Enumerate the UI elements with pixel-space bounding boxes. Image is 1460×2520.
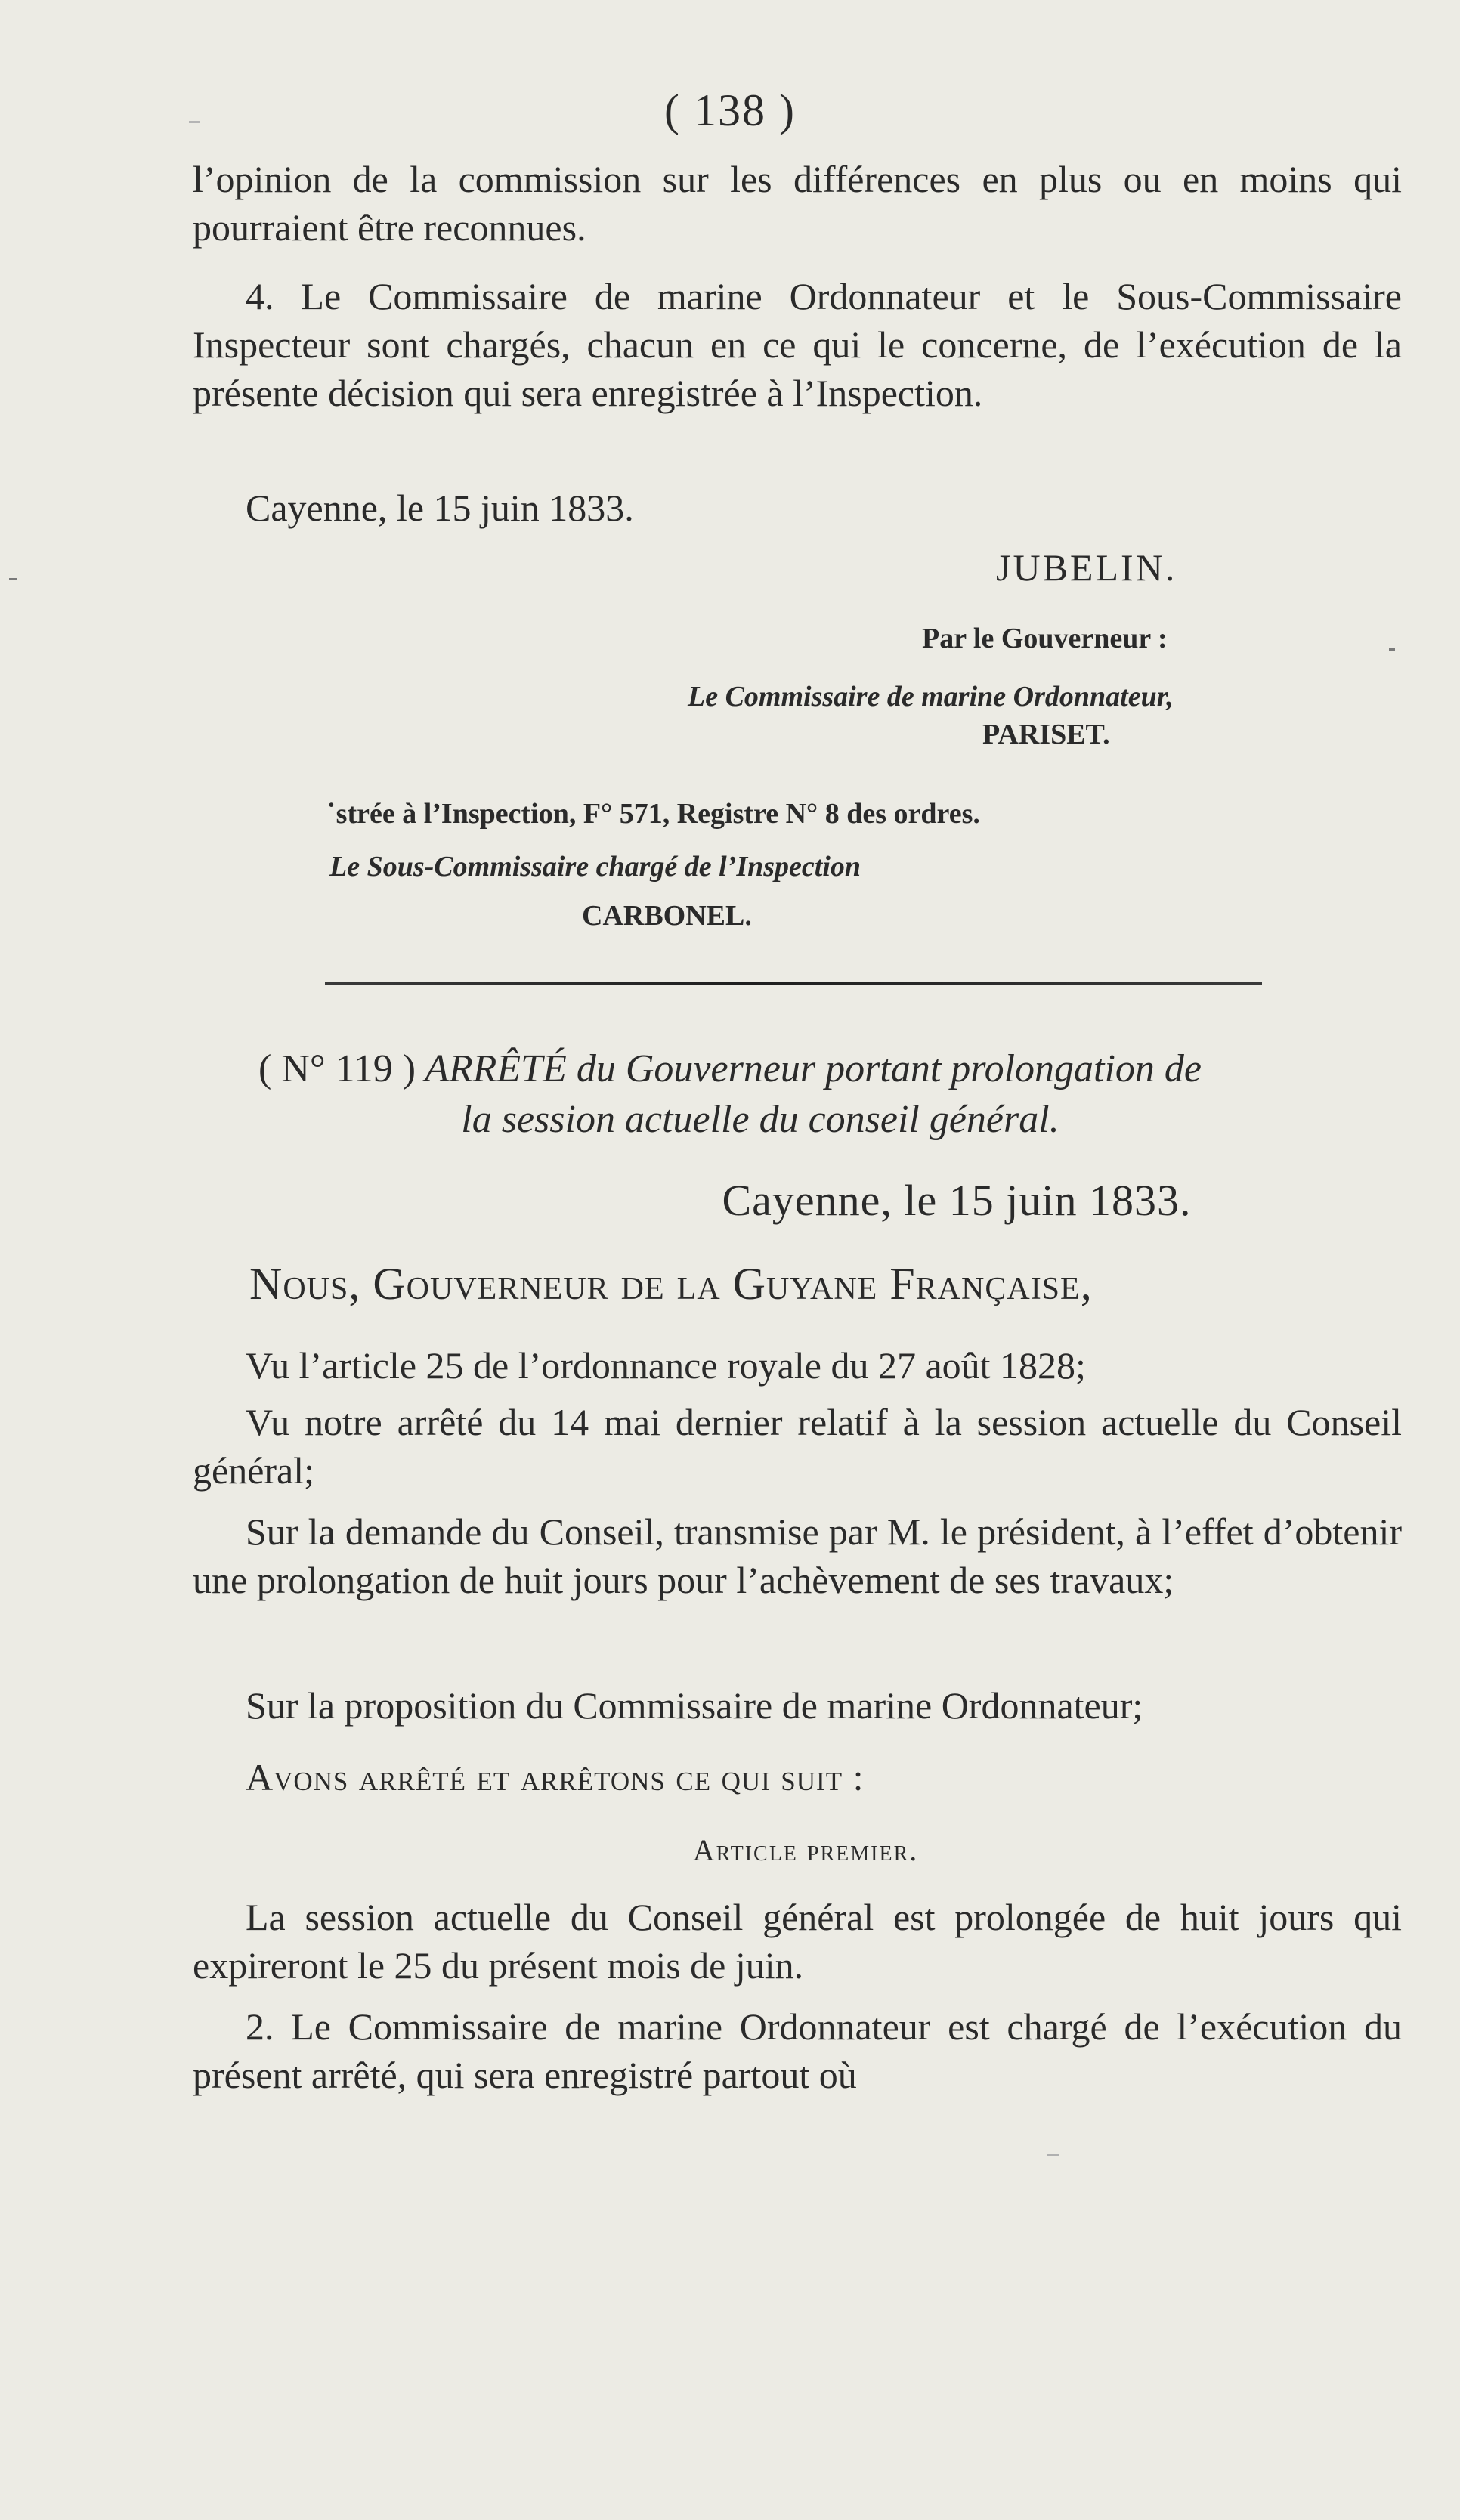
- article-premier-heading: Article premier.: [692, 1833, 919, 1867]
- paper-mark: [1389, 648, 1395, 651]
- vu-1-block: [193, 1341, 1402, 1390]
- separator-rule: [325, 982, 1262, 985]
- continued-paragraph: [193, 155, 1402, 252]
- par-le-gouverneur: Par le Gouverneur :: [922, 623, 1168, 654]
- avons-arrete: Avons arrêté et arrêtons ce qui suit :: [246, 1756, 865, 1798]
- decree-date: Cayenne, le 15 juin 1833.: [722, 1176, 1192, 1225]
- date-line-block: [193, 484, 1402, 532]
- sur-1-block: [193, 1507, 1402, 1604]
- paper-mark: [189, 121, 200, 123]
- decree-title-text: ARRÊTÉ du Gouverneur portant prolongation de: [425, 1047, 1202, 1090]
- date-line: Cayenne, le 15 juin 1833.: [246, 487, 634, 529]
- sur-2-block: [193, 1681, 1402, 1730]
- registration-line: ˙strée à l’Inspection, F° 571, Registre N° 8 des ordres.: [326, 798, 980, 830]
- paragraph-opinion: l’opinion de la commission sur les différences en plus ou en moins qui pourraient être reconnues.: [193, 158, 1402, 249]
- sous-commissaire-title: Le Sous-Commissaire chargé de l’Inspection: [329, 851, 861, 883]
- decree-title-line-1: [0, 1047, 1460, 1091]
- page-number: ( 138 ): [664, 85, 796, 135]
- vu-article-25: Vu l’article 25 de l’ordonnance royale du 27 août 1828;: [246, 1344, 1086, 1387]
- paragraph-article-4: 4. Le Commissaire de marine Ordonnateur et le Sous-Commissaire Inspecteur sont chargés, chacun en ce qui le concerne, de l’exécution de la présente décision qui sera enregistrée à l’Inspection.: [193, 275, 1402, 414]
- article-2-text: 2. Le Commissaire de marine Ordonnateur est chargé de l’exécution du présent arrêté, qui sera enregistré partout où: [193, 2005, 1402, 2096]
- article-1-text: La session actuelle du Conseil général est prolongée de huit jours qui expireront le 25 du présent mois de juin.: [193, 1896, 1402, 1987]
- commissaire-title: Le Commissaire de marine Ordonnateur,: [688, 681, 1174, 713]
- decree-heading-block: [249, 1258, 1458, 1310]
- article-4-block: [193, 272, 1402, 417]
- decree-number: ( N° 119 ): [258, 1047, 416, 1090]
- decree-heading: Nous, Gouverneur de la Guyane Française,: [249, 1259, 1093, 1309]
- sur-la-proposition: Sur la proposition du Commissaire de marine Ordonnateur;: [246, 1684, 1143, 1727]
- article-1-block: [193, 1893, 1402, 1990]
- article-2-block: [193, 2002, 1402, 2099]
- sous-commissaire-name: CARBONEL.: [582, 900, 752, 932]
- avons-block: [193, 1753, 1402, 1801]
- decree-title-line-2: la session actuelle du conseil général.: [461, 1098, 1059, 1141]
- sur-la-demande: Sur la demande du Conseil, transmise par M. le président, à l’effet d’obtenir une prolongation de huit jours pour l’achèvement de ses travaux;: [193, 1510, 1402, 1601]
- paper-mark: [1047, 2154, 1059, 2156]
- vu-2-block: [193, 1398, 1402, 1495]
- commissaire-name: PARISET.: [982, 719, 1110, 750]
- paper-mark: [9, 578, 17, 580]
- signature-jubelin: JUBELIN.: [996, 546, 1177, 589]
- vu-arrete-14-mai: Vu notre arrêté du 14 mai dernier relatif à la session actuelle du Conseil général;: [193, 1401, 1402, 1492]
